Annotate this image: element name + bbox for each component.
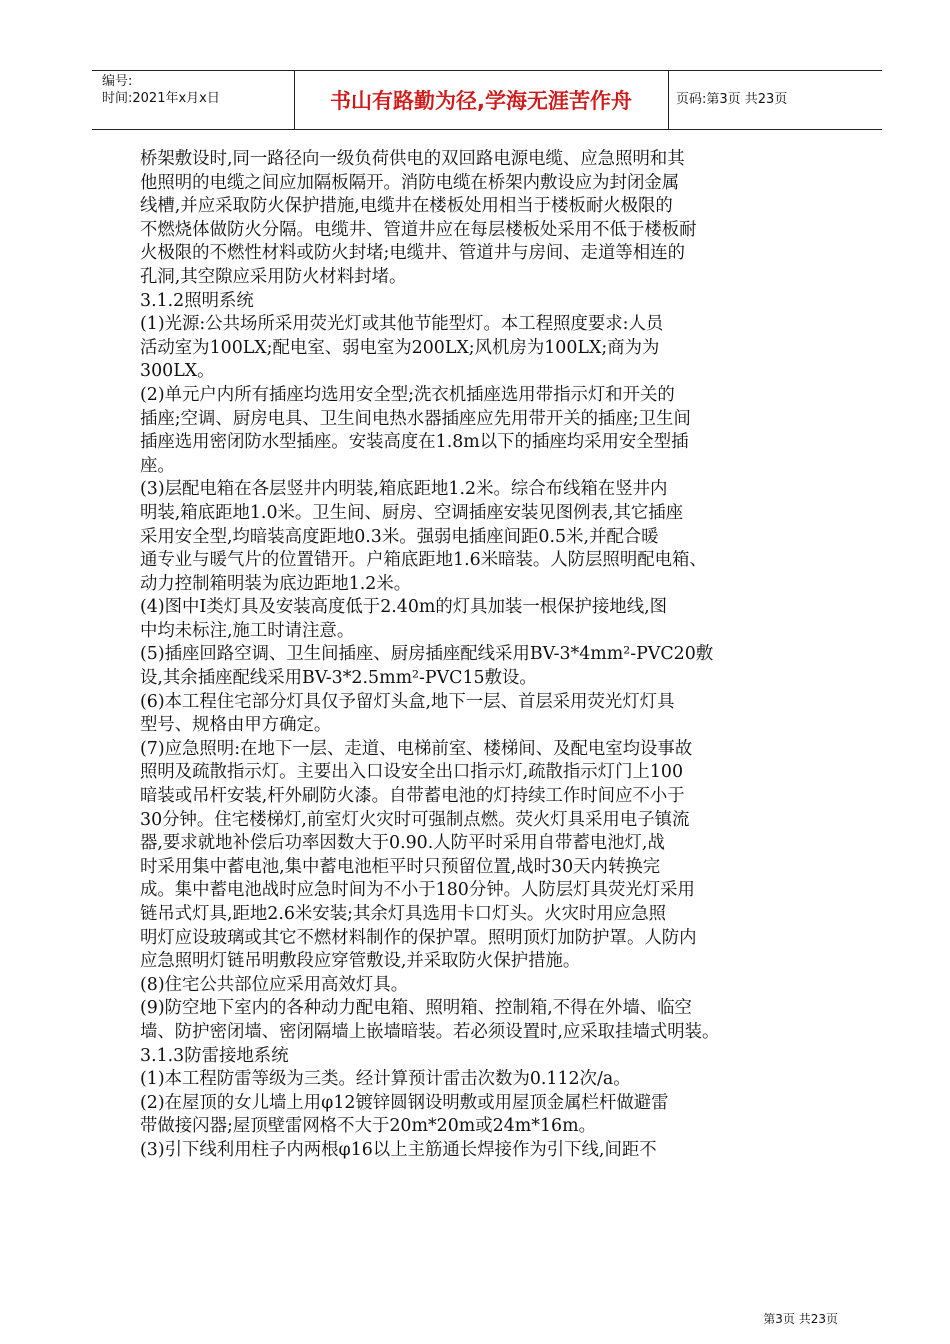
footer-page-number: 第3页 共23页 — [763, 1312, 838, 1326]
document-body — [140, 148, 840, 1163]
text-line: (1)本工程防雷等级为三类。经计算预计雷击次数为0.112次/a。 — [140, 1069, 631, 1090]
text-line: 通专业与暖气片的位置错开。户箱底距地1.6米暗装。人防层照明配电箱、 — [140, 550, 707, 571]
header-page-cell — [668, 71, 882, 129]
text-line: 动力控制箱明装为底边距地1.2米。 — [140, 573, 412, 594]
document-number-label: 编号: — [102, 74, 133, 89]
text-line: 设,其余插座配线采用BV-3*2.5mm²-PVC15敷设。 — [140, 668, 537, 689]
header-motto-cell — [294, 71, 669, 129]
document-date-label: 时间:2021年x月x日 — [102, 91, 220, 106]
text-line: (4)图中I类灯具及安装高度低于2.40m的灯具加装一根保护接地线,图 — [140, 597, 668, 618]
text-line: 插座选用密闭防水型插座。安装高度在1.8m以下的插座均采用安全型插 — [140, 432, 689, 453]
text-line: 活动室为100LX;配电室、弱电室为200LX;风机房为100LX;商为为 — [140, 337, 660, 358]
text-line: (8)住宅公共部位应采用高效灯具。 — [140, 974, 409, 995]
text-line: 他照明的电缆之间应加隔板隔开。消防电缆在桥架内敷设应为封闭金属 — [140, 172, 680, 193]
text-line: (9)防空地下室内的各种动力配电箱、照明箱、控制箱,不得在外墙、临空 — [140, 998, 692, 1019]
text-line: 30分钟。住宅楼梯灯,前室灯火灾时可强制点燃。荧火灯具采用电子镇流 — [140, 809, 690, 830]
text-line: (3)引下线利用柱子内两根φ16以上主筋通长焊接作为引下线,间距不 — [140, 1139, 657, 1160]
text-line: 桥架敷设时,同一路径向一级负荷供电的双回路电源电缆、应急照明和其 — [140, 149, 685, 169]
text-line: (6)本工程住宅部分灯具仅予留灯头盒,地下一层、首层采用荧光灯灯具 — [140, 691, 675, 712]
text-line: 明灯应设玻璃或其它不燃材料制作的保护罩。照明顶灯加防护罩。人防内 — [140, 927, 697, 948]
page-header — [92, 70, 882, 130]
text-line: 照明及疏散指示灯。主要出入口设安全出口指示灯,疏散指示灯门上100 — [140, 762, 684, 783]
text-line: 300LX。 — [140, 361, 215, 382]
text-line: 型号、规格由甲方确定。 — [140, 715, 332, 736]
text-line: 不燃烧体做防火分隔。电缆井、管道井应在每层楼板处采用不低于楼板耐 — [140, 219, 697, 240]
text-line: 成。集中蓄电池战时应急时间为不小于180分钟。人防层灯具荧光灯采用 — [140, 880, 695, 901]
text-line: (3)层配电箱在各层竖井内明装,箱底距地1.2米。综合布线箱在竖井内 — [140, 479, 668, 500]
text-line: 火极限的不燃性材料或防火封堵;电缆井、管道井与房间、走道等相连的 — [140, 243, 685, 264]
text-line: 墙、防护密闭墙、密闭隔墙上嵌墙暗装。若必须设置时,应采取挂墙式明装。 — [140, 1021, 720, 1042]
header-page-number: 页码:第3页 共23页 — [676, 92, 788, 107]
text-line: (7)应急照明:在地下一层、走道、电梯前室、楼梯间、及配电室均设事故 — [140, 738, 693, 759]
text-line: 插座;空调、厨房电具、卫生间电热水器插座应先用带开关的插座;卫生间 — [140, 408, 691, 429]
text-line: (2)单元户内所有插座均选用安全型;洗衣机插座选用带指示灯和开关的 — [140, 384, 675, 405]
text-line: (5)插座回路空调、卫生间插座、厨房插座配线采用BV-3*4mm²-PVC20敷 — [140, 644, 714, 665]
text-line: 座。 — [140, 455, 175, 476]
text-line: 采用安全型,均暗装高度距地0.3米。强弱电插座间距0.5米,并配合暖 — [140, 526, 659, 547]
text-line: 应急照明灯链吊明敷段应穿管敷设,并采取防火保护措施。 — [140, 951, 581, 972]
text-line: 暗装或吊杆安装,杆外刷防火漆。自带蓄电池的灯持续工作时间应不小于 — [140, 786, 685, 807]
text-line: 器,要求就地补偿后功率因数大于0.90.人防平时采用自带蓄电池灯,战 — [140, 833, 665, 854]
text-line: 3.1.2照明系统 — [140, 290, 254, 311]
text-line: 链吊式灯具,距地2.6米安装;其余灯具选用卡口灯头。火灾时用应急照 — [140, 904, 666, 924]
text-line: 3.1.3防雷接地系统 — [140, 1045, 289, 1066]
text-line: 明装,箱底距地1.0米。卫生间、厨房、空调插座安装见图例表,其它插座 — [140, 502, 684, 523]
text-line: 中均未标注,施工时请注意。 — [140, 620, 355, 641]
header-meta-cell — [92, 71, 295, 129]
text-line: 时采用集中蓄电池,集中蓄电池柜平时只预留位置,战时30天内转换完 — [140, 856, 661, 877]
text-line: (1)光源:公共场所采用荧光灯或其他节能型灯。本工程照度要求:人员 — [140, 314, 664, 335]
header-motto: 书山有路勤为径,学海无涯苦作舟 — [330, 89, 632, 113]
text-line: 线槽,并应采取防火保护措施,电缆井在楼板处用相当于楼板耐火极限的 — [140, 196, 673, 217]
text-line: 带做接闪器;屋顶壁雷网格不大于20m*20m或24m*16m。 — [140, 1116, 596, 1137]
text-line: (2)在屋顶的女儿墙上用φ12镀锌圆钢设明敷或用屋顶金属栏杆做避雷 — [140, 1092, 669, 1113]
text-line: 孔洞,其空隙应采用防火材料封堵。 — [140, 266, 407, 287]
